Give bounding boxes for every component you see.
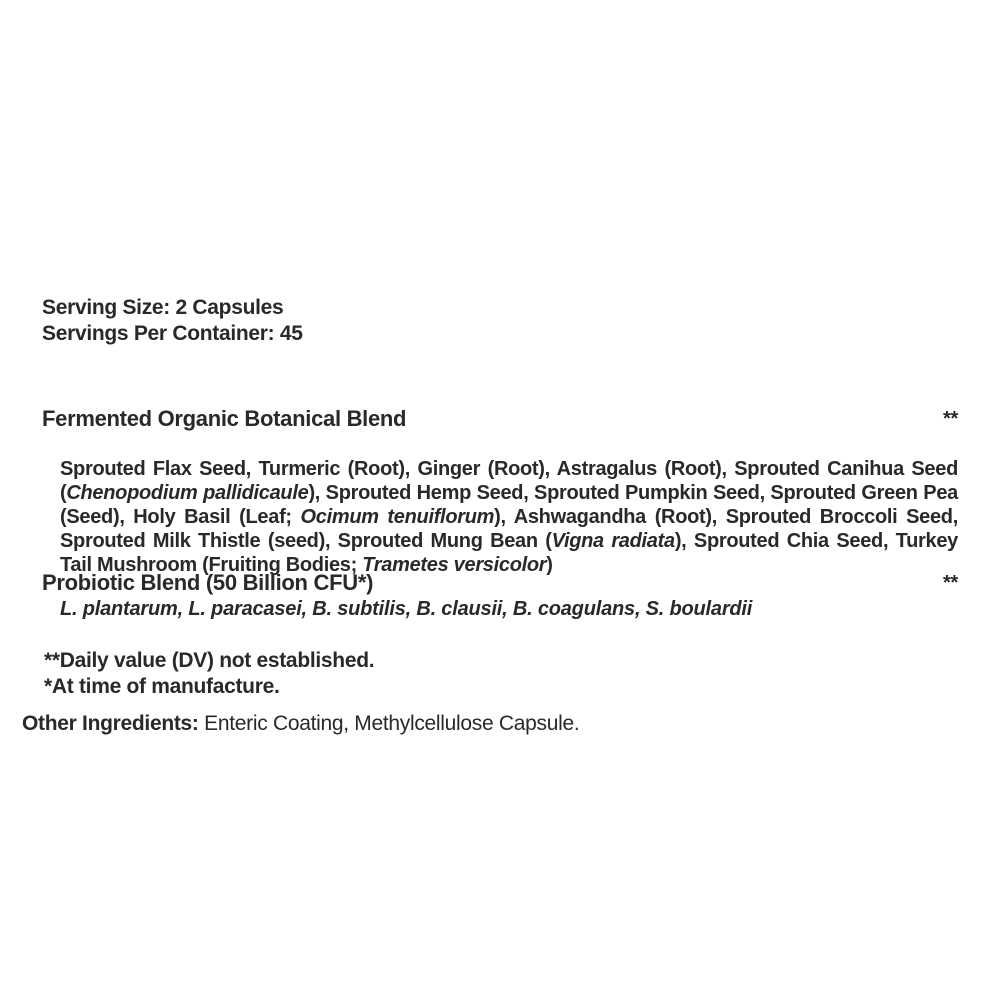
- footnote-daily-value: **Daily value (DV) not established.: [44, 649, 375, 672]
- other-ingredients-value: Enteric Coating, Methylcellulose Capsule.: [198, 712, 580, 735]
- footnotes-block: [44, 648, 374, 700]
- ingredient-text-segment: Sprouted Flax Seed, Turmeric (Root), Ginger (Root), Astragalus (Root), Sprouted Canihua Seed (: [60, 458, 958, 504]
- other-ingredients-label: Other Ingredients:: [22, 712, 199, 735]
- ingredient-text-segment: ), Sprouted Chia Seed, Turkey Tail Mushroom (Fruiting Bodies;: [60, 530, 958, 576]
- ingredient-text-segment: ), Sprouted Hemp Seed, Sprouted Pumpkin Seed, Sprouted Green Pea (Seed), Holy Basil (Leaf;: [60, 482, 958, 528]
- ingredient-text-segment: ): [546, 554, 553, 576]
- servings-per-container-text: Servings Per Container: 45: [42, 322, 303, 345]
- botanical-blend-title: Fermented Organic Botanical Blend: [42, 406, 407, 431]
- probiotic-species-list: L. plantarum, L. paracasei, B. subtilis, B. clausii, B. coagulans, S. boulardii: [60, 598, 753, 620]
- ingredient-latin-name: Vigna radiata: [551, 530, 675, 552]
- footnote-time-of-manufacture: *At time of manufacture.: [44, 675, 280, 698]
- ingredient-text-segment: ), Ashwagandha (Root), Sprouted Broccoli Seed, Sprouted Milk Thistle (seed), Sprouted Mung Bean (: [60, 506, 958, 552]
- serving-info-block: [42, 295, 303, 347]
- ingredient-latin-name: Trametes versicolor: [362, 554, 547, 576]
- botanical-ingredients-paragraph: [60, 457, 958, 577]
- probiotic-blend-title: Probiotic Blend (50 Billion CFU*): [42, 570, 374, 595]
- other-ingredients-line: [22, 712, 579, 736]
- botanical-blend-heading-row: [42, 406, 958, 432]
- botanical-blend-dv-marker: **: [943, 408, 958, 430]
- probiotic-blend-dv-marker: **: [943, 572, 958, 594]
- ingredient-latin-name: Chenopodium pallidicaule: [66, 482, 309, 504]
- ingredient-latin-name: Ocimum tenuiflorum: [300, 506, 495, 528]
- serving-size-text: Serving Size: 2 Capsules: [42, 296, 284, 319]
- probiotic-blend-heading-row: [42, 570, 958, 596]
